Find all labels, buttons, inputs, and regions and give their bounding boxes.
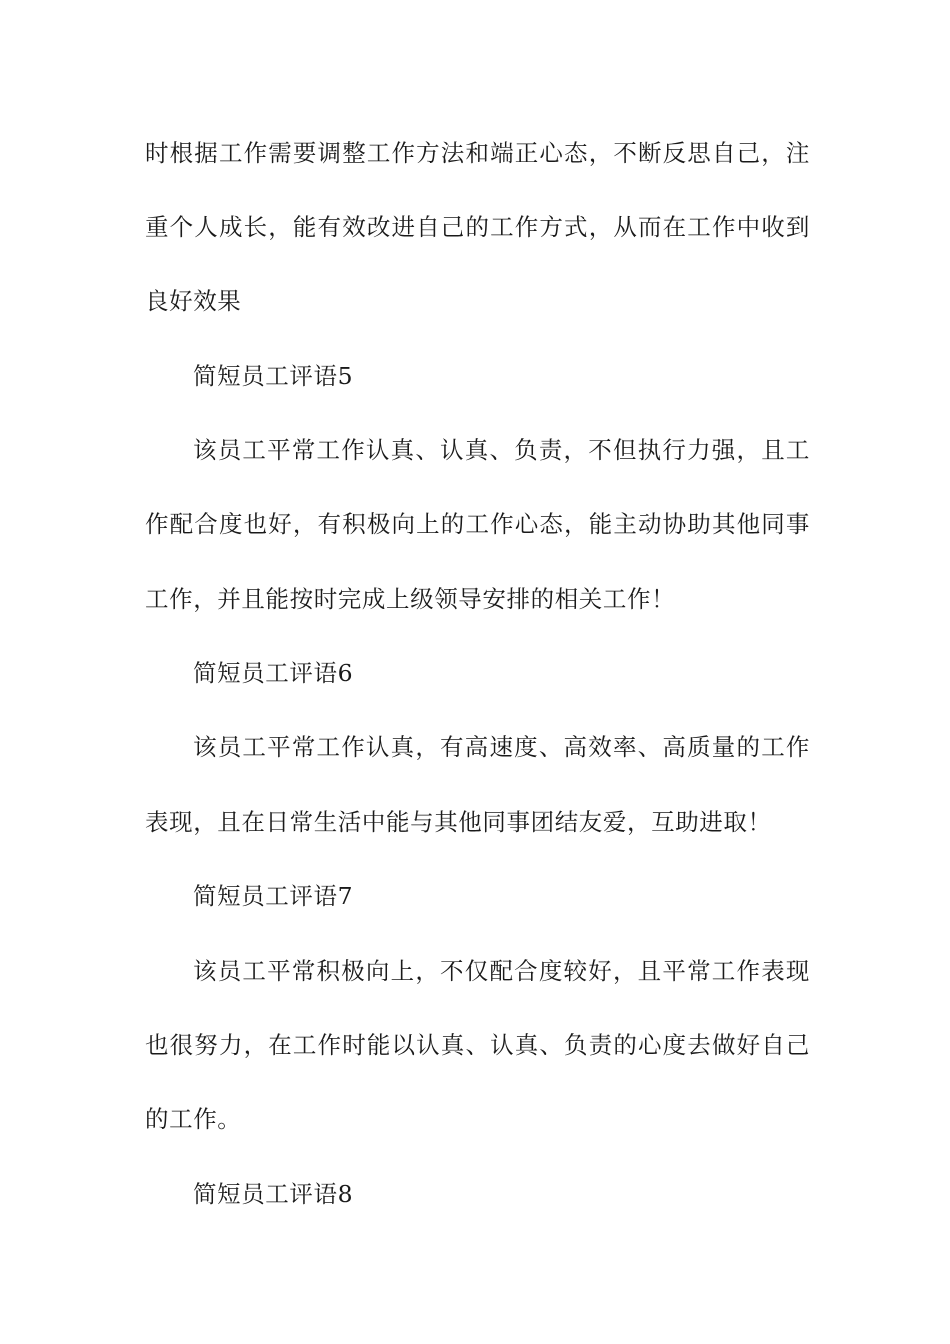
paragraph-line: 良好效果 — [145, 287, 242, 315]
paragraph-line: 重个人成长，能有效改进自己的工作方式，从而在工作中收到 — [145, 213, 810, 241]
section-heading: 简短员工评语8 — [193, 1180, 354, 1208]
paragraph-line: 该员工平常工作认真，有高速度、高效率、高质量的工作 — [193, 733, 810, 761]
paragraph-line: 该员工平常工作认真、认真、负责，不但执行力强，且工 — [193, 436, 810, 464]
section-heading: 简短员工评语7 — [193, 882, 354, 910]
section-heading: 简短员工评语6 — [193, 659, 354, 687]
paragraph-line: 作配合度也好，有积极向上的工作心态，能主动协助其他同事 — [145, 510, 810, 538]
paragraph-line: 也很努力，在工作时能以认真、认真、负责的心度去做好自己 — [145, 1031, 810, 1059]
paragraph-line: 该员工平常积极向上，不仅配合度较好，且平常工作表现 — [193, 957, 810, 985]
paragraph-line: 表现，且在日常生活中能与其他同事团结友爱，互助进取！ — [145, 808, 772, 836]
section-heading: 简短员工评语5 — [193, 362, 354, 390]
paragraph-line: 工作，并且能按时完成上级领导安排的相关工作！ — [145, 585, 676, 613]
paragraph-line: 时根据工作需要调整工作方法和端正心态，不断反思自己，注 — [145, 139, 810, 167]
paragraph-line: 的工作。 — [145, 1105, 242, 1133]
